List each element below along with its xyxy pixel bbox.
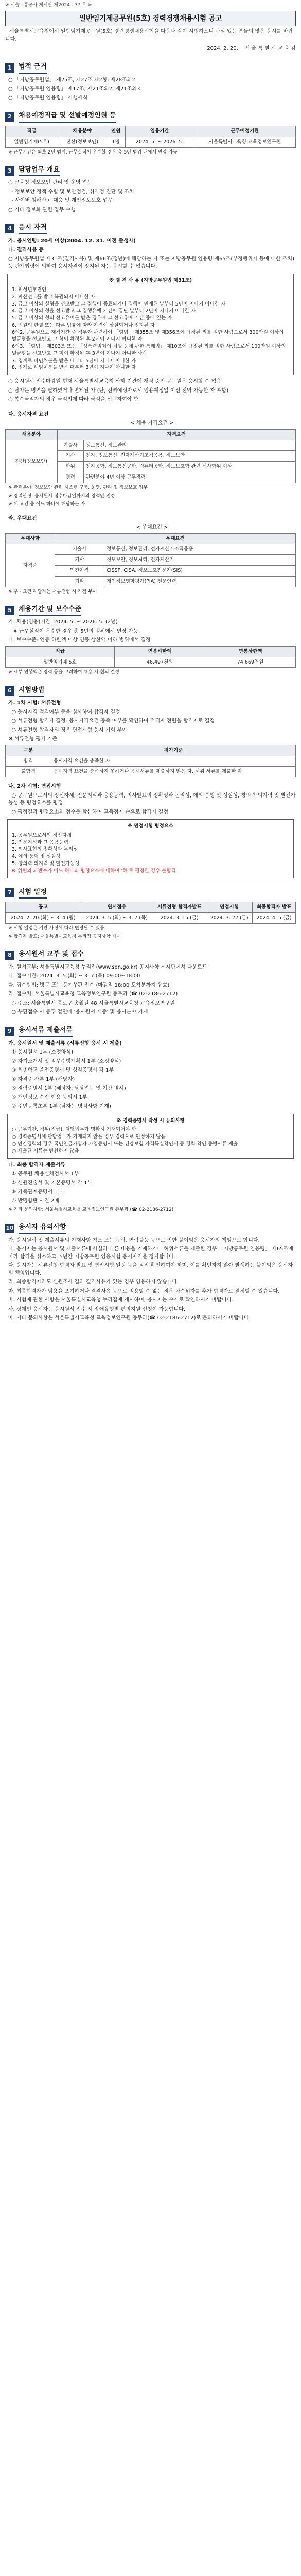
- section-title: 시험방법: [19, 686, 44, 697]
- table-cell: 2024. 3. 5.(화) ~ 3. 7.(목): [81, 913, 153, 924]
- table-cell: 정보보안, 정보처리, 전자계산기: [104, 555, 296, 566]
- section-number: 2: [5, 112, 14, 122]
- section-legal-basis: [5, 62, 296, 102]
- interview-criteria-box: [7, 819, 294, 878]
- table-cell: 불합격: [6, 767, 51, 777]
- notice-date: 2024. 2. 20.: [207, 46, 238, 52]
- para-line: 바. 시험에 관한 사항은 서울특별시교육청 누리집에 게시하며, 응시자는 수시로 확인하시기 바랍니다.: [8, 1297, 234, 1303]
- table-cell: 74,669천원: [205, 657, 296, 668]
- table-cell: 전자, 정보통신, 전자계산기조직응용, 정보보안: [83, 451, 295, 462]
- para-line: ④ 자격증 사본 1부 (해당자): [8, 1076, 75, 1082]
- para-line: 라. 접수처: 서울특별시교육청 교육정보연구원 총무과 (☎ 02-2186-2712): [8, 991, 178, 997]
- para-line: ○ 주소: 서울특별시 종로구 송월길 48 서울특별시교육청 교육정보연구원: [8, 1000, 175, 1006]
- box-line: ○ 제출된 서류는 반환하지 않음: [12, 1148, 79, 1154]
- section-number: 8: [5, 951, 14, 960]
- board-notice-line: ※ 서울교통공사 게시판 제2024 - 37 호 ※: [5, 3, 92, 8]
- table-header: 직급: [6, 126, 58, 137]
- section-number: 5: [5, 606, 14, 615]
- table-cell: 응시자격 요건을 충족하지 못하거나 응시서류를 제출하지 않은 자, 허위 서류를 제출한 자: [51, 767, 296, 777]
- table-row: [6, 657, 296, 668]
- table-row: [6, 544, 296, 555]
- para-line: 나. 응시자는 응시원서 및 제출서류에 사실과 다른 내용을 기재하거나 허위서류를 제출한 경우 「지방공무원 임용령」 제65조에 따라 합격을 취소하고, 5년간 지방공무원 임용시험 응시자격을 정지합니다.: [8, 1246, 295, 1260]
- box-line: ○ 민간경력의 경우 국민연금가입자 가입증명서 또는 건강보험 자격득실확인서 등 경력 확인 증빙서류 제출: [12, 1141, 238, 1147]
- table-cell: 기사: [57, 451, 83, 462]
- notice-issuer: 서 울 특 별 시 교 육 감: [244, 46, 296, 52]
- table-title: ※ 서류전형 평가 기준: [8, 736, 58, 742]
- section-application: [5, 950, 296, 1016]
- box-line: 5. 금고 이상의 형의 선고유예를 받은 경우에 그 선고유예 기간 중에 있는 자: [12, 315, 172, 321]
- para-line: ○ 복수국적자의 경우 국적법에 따라 국적을 선택하여야 함: [8, 397, 139, 403]
- table-row: [6, 756, 296, 767]
- para-line: 가. 응시원서 및 제출서류의 기재사항 착오 또는 누락, 연락불능 등으로 인한 불이익은 응시자의 책임으로 합니다.: [8, 1237, 260, 1243]
- table-cell: 정보통신, 정보관리, 전자계산기조직응용: [104, 544, 296, 555]
- table-note: ※ 세부 연봉액은 경력 등을 고려하여 채용 시 협의 결정: [8, 670, 119, 675]
- para-line: ① 공무원 채용신체검사서 1부: [8, 1171, 79, 1177]
- table-cell: 기타: [55, 576, 104, 587]
- table-cell: 경력: [57, 472, 83, 483]
- box-note: ※ 위원의 과반수가 어느 하나의 평정요소에 대하여 '하'로 평정한 경우 불합격: [12, 868, 176, 874]
- table-header: 원서접수: [81, 902, 153, 913]
- section-number: 7: [5, 888, 14, 897]
- para-line: ② 자기소개서 및 직무수행계획서 1부 (소정양식): [8, 1058, 121, 1064]
- disqualification-box: [7, 274, 294, 375]
- table-header: 평가기준: [51, 745, 296, 756]
- table-cell: 2024. 2. 20.(화) ~ 3. 4.(월): [6, 913, 81, 924]
- table-title: < 채용 자격요건 >: [130, 420, 174, 427]
- table-cell: 응시자격 요건을 충족한 자: [51, 756, 296, 767]
- evaluation-table: [5, 745, 296, 777]
- para-line: ○ 「지방공무원법」 제25조, 제27조 제2항, 제28조의2: [8, 77, 135, 83]
- section-precautions: [5, 1223, 296, 1323]
- para-line: ○ 서류전형 합격자의 경우 면접시험 응시 기회 부여: [8, 727, 127, 733]
- section-title: 응시자 유의사항: [19, 1223, 66, 1234]
- para-line: ○ 응시원서 접수마감일 현재 서울특별시교육청 산하 기관에 재직 중인 공무원은 응시할 수 없음: [8, 379, 221, 385]
- para-line: 라. 최종합격자라도 신원조사 결과 결격사유가 있는 경우 임용하지 않습니다.: [8, 1279, 179, 1285]
- box-line: ○ 경력증명서에 담당업무가 기재되지 않은 경우 경력으로 인정하지 않음: [12, 1134, 166, 1140]
- table-note: ※ 관련분야: 정보보안 관련 시스템 구축, 운영, 관리 및 정보보호 업무: [8, 485, 148, 490]
- section-title: 응시서류 제출서류: [19, 1026, 73, 1037]
- para-line: 다. 접수방법: 방문 또는 등기우편 접수 (마감일 18:00 도착분까지 유효): [8, 982, 170, 988]
- table-cell: 학위: [57, 462, 83, 472]
- section-number: 3: [5, 166, 14, 176]
- preference-table: [5, 533, 296, 587]
- table-row: [6, 767, 296, 777]
- box-line: 1. 피성년후견인: [12, 287, 47, 293]
- para-line: ② 신원진술서 및 기본증명서 각 1부: [8, 1180, 93, 1186]
- box-line: 2. 전문지식과 그 응용능력: [12, 839, 68, 845]
- box-title: ※ 결 격 사 유 (지방공무원법 제31조): [109, 278, 192, 284]
- subheading: 나. 최종 합격자 제출서류: [8, 1162, 65, 1168]
- notice-date-issuer: [5, 45, 296, 53]
- table-cell: 전자공학, 정보통신공학, 컴퓨터공학, 정보보호학 관련 석사학위 이상: [83, 462, 295, 472]
- table-row: [6, 440, 296, 451]
- table-row: [6, 913, 296, 924]
- table-cell: 2024. 3. 15.(금): [153, 913, 206, 924]
- schedule-table: [5, 902, 296, 924]
- section-title: 시험 일정: [19, 888, 47, 899]
- para-line: - 사이버 침해사고 대응 및 개인정보보호 업무: [8, 198, 113, 204]
- table-header: 연봉하한액: [115, 646, 205, 657]
- box-line: 4. 예의·품행 및 성실성: [12, 854, 61, 860]
- para-line: 다. 응시자는 서류전형 합격자 발표 및 면접시험 일정 등을 직접 확인하여야 하며, 이를 확인하지 않아 발생하는 불이익은 응시자의 책임입니다.: [8, 1263, 293, 1276]
- table-header: 채용분야: [6, 429, 58, 440]
- table-header: 채용분야: [58, 126, 107, 137]
- subheading: 다. 응시자격 요건: [8, 411, 49, 417]
- table-header: 임용기간: [125, 126, 194, 137]
- table-note: ※ 위 요건 중 어느 하나에 해당하는 자: [8, 501, 85, 507]
- pay-table: [5, 646, 296, 668]
- section-number: 4: [5, 224, 14, 233]
- table-note: ※ 근무기간은 최초 2년 범위, 근무실적이 우수할 경우 총 5년 범위 내에서 연장 가능: [8, 149, 178, 155]
- para-line: ○ 응시자격 적격여부 등을 심사하여 합격자 결정: [8, 709, 120, 715]
- section-title: 담당업무 개요: [19, 165, 60, 177]
- subheading: 라. 우대요건: [8, 515, 37, 521]
- box-line: 3. 금고 이상의 실형을 선고받고 그 집행이 종료되거나 집행이 면제된 날부터 5년이 지나지 아니한 자: [12, 301, 226, 307]
- section-title: 법적 근거: [19, 62, 47, 74]
- requirements-table: [5, 429, 296, 483]
- para-line: ○ 남자는 병역을 필하였거나 면제된 자 (단, 전역예정자로서 임용예정일 이전 전역 가능한 자 포함): [8, 387, 229, 394]
- section-documents: [5, 1026, 296, 1213]
- section-title: 응시 자격: [19, 223, 47, 234]
- table-header: 우대사항: [6, 533, 55, 544]
- career-notice-box: [7, 1114, 294, 1159]
- para-line: ○ 기타 정보화 관련 업무 수행: [8, 207, 76, 213]
- table-cell: 2024. 4. 5.(금): [253, 913, 296, 924]
- table-note: ※ 경력산정: 응시원서 접수마감일까지의 경력만 인정: [8, 493, 115, 499]
- para-line: ⑥ 개인정보 수집·이용 동의서 1부: [8, 1094, 87, 1100]
- table-cell: 기술사: [57, 440, 83, 451]
- table-row: [6, 137, 296, 147]
- subheading: 나. 결격사유 등: [8, 247, 44, 253]
- table-header: 인원: [107, 126, 125, 137]
- box-line: 1. 공무원으로서의 정신자세: [12, 832, 72, 838]
- table-cell: 자격증: [6, 544, 55, 587]
- para-line: ※ 근무실적이 우수한 경우 총 5년의 범위에서 연장 가능: [8, 628, 138, 634]
- para-line: ○ 「지방공무원 임용령」 제17조, 제21조의2, 제21조의3: [8, 86, 140, 92]
- para-line: ○ 지방공무원법 제31조(결격사유) 및 제66조(정년)에 해당하는 자 또는 지방공무원 임용령 제65조(부정행위자 등에 대한 조치) 등 관계법령에 의하여 응시자격이 정지된 자는 응시할 수 없습니다.: [8, 256, 296, 269]
- box-line: 6의2. 공무원으로 재직기간 중 직무와 관련하여 「형법」 제355조 및 제356조에 규정된 죄를 범한 사람으로서 300만원 이상의 벌금형을 선고받고 그 형이 확정된 후 2년이 지나지 아니한 자: [12, 329, 284, 343]
- section-title: 채용기간 및 보수수준: [19, 605, 81, 616]
- section-positions: [5, 111, 296, 156]
- box-line: 4. 금고 이상의 형을 선고받고 그 집행유예 기간이 끝난 날부터 2년이 지나지 아니한 자: [12, 308, 196, 314]
- subheading: 가. 응시원서 및 제출서류 (서류전형 응시 시 제출): [8, 1040, 122, 1046]
- para-line: ○ 평정결과 평정요소의 점수를 합산하여 고득점자 순으로 합격자 결정: [8, 809, 168, 815]
- para-line: ① 응시원서 1부 (소정양식): [8, 1049, 73, 1056]
- intro-text: 서울특별시교육청에서 일반임기제공무원(5호) 경력경쟁채용시험을 다음과 같이 시행하오니 관심 있는 분들의 많은 응시를 바랍니다.: [5, 29, 293, 42]
- table-header: 연봉상한액: [205, 646, 296, 657]
- table-cell: 2024. 3. 22.(금): [206, 913, 252, 924]
- para-line: ③ 가족관계증명서 1부: [8, 1189, 63, 1195]
- box-line: 6의3. 「형법」 제303조 또는 「성폭력범죄의 처벌 등에 관한 특례법」 제10조에 규정된 죄를 범한 사람으로서 100만원 이상의 벌금형을 선고받고 그 형이 확정된 후 3년이 지나지 아니한 사람: [12, 344, 286, 357]
- table-header: 서류전형 합격자발표: [153, 902, 206, 913]
- para-line: ③ 최종학교 졸업증명서 및 성적증명서 각 1부: [8, 1067, 114, 1074]
- table-header: 최종합격자 발표: [253, 902, 296, 913]
- table-header: 면접시험: [206, 902, 252, 913]
- para-line: - 정보보안 정책 수립 및 보안점검, 취약점 진단 및 조치: [8, 189, 134, 195]
- table-cell: 일반임기제(5호): [6, 137, 58, 147]
- box-line: 6. 법원의 판결 또는 다른 법률에 따라 자격이 상실되거나 정지된 자: [12, 322, 155, 328]
- section-number: 10: [5, 1224, 14, 1233]
- section-number: 9: [5, 1027, 14, 1036]
- table-header: 구분: [6, 745, 51, 756]
- table-header: 공고: [6, 902, 81, 913]
- box-line: 2. 파산선고를 받고 복권되지 아니한 자: [12, 294, 95, 300]
- table-note: ※ 우대요건 해당자는 서류전형 시 가점 부여: [8, 589, 97, 595]
- section-duties: [5, 165, 296, 214]
- table-cell: 전산(정보보안): [6, 440, 58, 483]
- table-cell: 2024. 5. ~ 2026. 5.: [125, 137, 194, 147]
- notice-title: 일반임기제공무원(5호) 경력경쟁채용시험 공고: [5, 11, 296, 26]
- para-line: ○ 공무원으로서의 정신자세, 전문지식과 응용능력, 의사발표의 정확성과 논리성, 예의·품행 및 성실성, 창의력·의지력 및 발전가능성 등 평정요소를 평정: [8, 792, 296, 806]
- table-cell: 1명: [107, 137, 125, 147]
- para-line: 가. 원서교부: 서울특별시교육청 누리집(www.sen.go.kr) 공지사항 게시판에서 다운로드: [8, 964, 207, 970]
- table-cell: 민간자격: [55, 566, 104, 577]
- table-cell: 일반임기제 5호: [6, 657, 115, 668]
- table-cell: 관련분야 4년 이상 근무경력: [83, 472, 295, 483]
- section-schedule: [5, 888, 296, 940]
- table-header: 직급: [6, 646, 115, 657]
- box-line: 8. 징계로 해임처분을 받은 때부터 3년이 지나지 아니한 자: [12, 365, 136, 371]
- table-cell: 기사: [55, 555, 104, 566]
- para-line: ⑤ 경력증명서 1부 (해당자, 담당업무 및 기간 명시): [8, 1086, 126, 1092]
- section-eligibility: [5, 223, 296, 595]
- table-header: 근무예정기관: [194, 126, 295, 137]
- para-line: ○ 「지방공무원 임용령」 시행세칙: [8, 95, 88, 101]
- para-line: ④ 반명함판 사진 2매: [8, 1198, 59, 1204]
- box-line: 7. 징계로 파면처분을 받은 때부터 5년이 지나지 아니한 자: [12, 358, 136, 364]
- subheading: 가. 응시연령: 20세 이상(2004. 12. 31. 이전 출생자): [8, 238, 136, 244]
- table-header: 우대요건: [55, 533, 296, 544]
- section-number: 1: [5, 63, 14, 73]
- para-line: ○ 서류전형 합격자 결정: 응시자격요건 충족 여부를 확인하여 적격자 전원을 합격자로 결정: [8, 718, 215, 724]
- table-note: ※ 합격자 발표: 서울특별시교육청 누리집 공지사항 게시: [8, 934, 121, 939]
- section-number: 6: [5, 686, 14, 696]
- box-line: 3. 의사표현의 정확성과 논리성: [12, 846, 78, 853]
- section-term-pay: [5, 605, 296, 676]
- table-cell: 46,497천원: [115, 657, 205, 668]
- table-cell: 개인정보영향평가(PIA) 전문인력: [104, 576, 296, 587]
- table-cell: 기술사: [55, 544, 104, 555]
- subheading: 가. 1차 시험: 서류전형: [8, 700, 61, 706]
- table-cell: 정보통신, 정보관리: [83, 440, 295, 451]
- table-cell: CISSP, CISA, 정보보호전문가(SIS): [104, 566, 296, 577]
- section-title: 응시원서 교부 및 접수: [19, 950, 84, 961]
- section-title: 채용예정직급 및 선발예정인원 등: [19, 111, 116, 123]
- section-exam-method: [5, 686, 296, 878]
- table-title: < 우대요건 >: [136, 524, 168, 531]
- box-title: ※ 면접시험 평정요소: [127, 823, 174, 829]
- table-header: 자격요건: [57, 429, 296, 440]
- table-cell: 전산(정보보안): [58, 137, 107, 147]
- para-line: 마. 최종합격자가 임용을 포기하거나 결격사유 등으로 임용할 수 없는 경우 차순위자를 추가 합격자로 결정할 수 있습니다.: [8, 1288, 280, 1294]
- contact-note: ※ 기타 문의사항: 서울특별시교육청 교육정보연구원 총무과 (☎ 02-2186-2712): [8, 1207, 174, 1212]
- para-line: 나. 보수수준: 연봉 하한액 이상 연봉 상한액 이하 범위에서 결정: [8, 637, 151, 643]
- subheading: 나. 2차 시험: 면접시험: [8, 784, 61, 790]
- table-note: ※ 시험 일정은 기관 사정에 따라 변경될 수 있음: [8, 925, 104, 931]
- table-cell: 서울특별시교육청 교육정보연구원: [194, 137, 295, 147]
- para-line: 가. 채용(임용)기간: 2024. 5. ~ 2026. 5. (2년): [8, 619, 118, 625]
- para-line: ○ 우편접수 시 봉투 겉면에 '응시원서 재중' 및 응시분야 기재: [8, 1009, 148, 1015]
- para-line: ○ 교육청 정보보안 관리 및 운영 업무: [8, 180, 93, 186]
- box-title: ※ 경력증명서 작성 시 유의사항: [116, 1117, 185, 1124]
- positions-table: [5, 126, 296, 148]
- para-line: 사. 장애인 응시자는 응시원서 접수 시 장애유형별 편의지원 신청이 가능합니다.: [8, 1306, 186, 1312]
- para-line: ⑦ 주민등록초본 1부 (남자는 병적사항 기재): [8, 1104, 111, 1110]
- box-line: 5. 창의력·의지력 및 발전가능성: [12, 860, 80, 867]
- para-line: 나. 접수기간: 2024. 3. 5.(화) ~ 3. 7.(목) 09:00~18:00: [8, 973, 140, 979]
- table-cell: 합격: [6, 756, 51, 767]
- box-line: ○ 근무기간, 직위(직급), 담당업무가 명확히 기재되어야 함: [12, 1127, 136, 1133]
- para-line: 아. 기타 문의사항은 서울특별시교육청 교육정보연구원 총무과(☎ 02-2186-2712)로 문의하시기 바랍니다.: [8, 1315, 251, 1321]
